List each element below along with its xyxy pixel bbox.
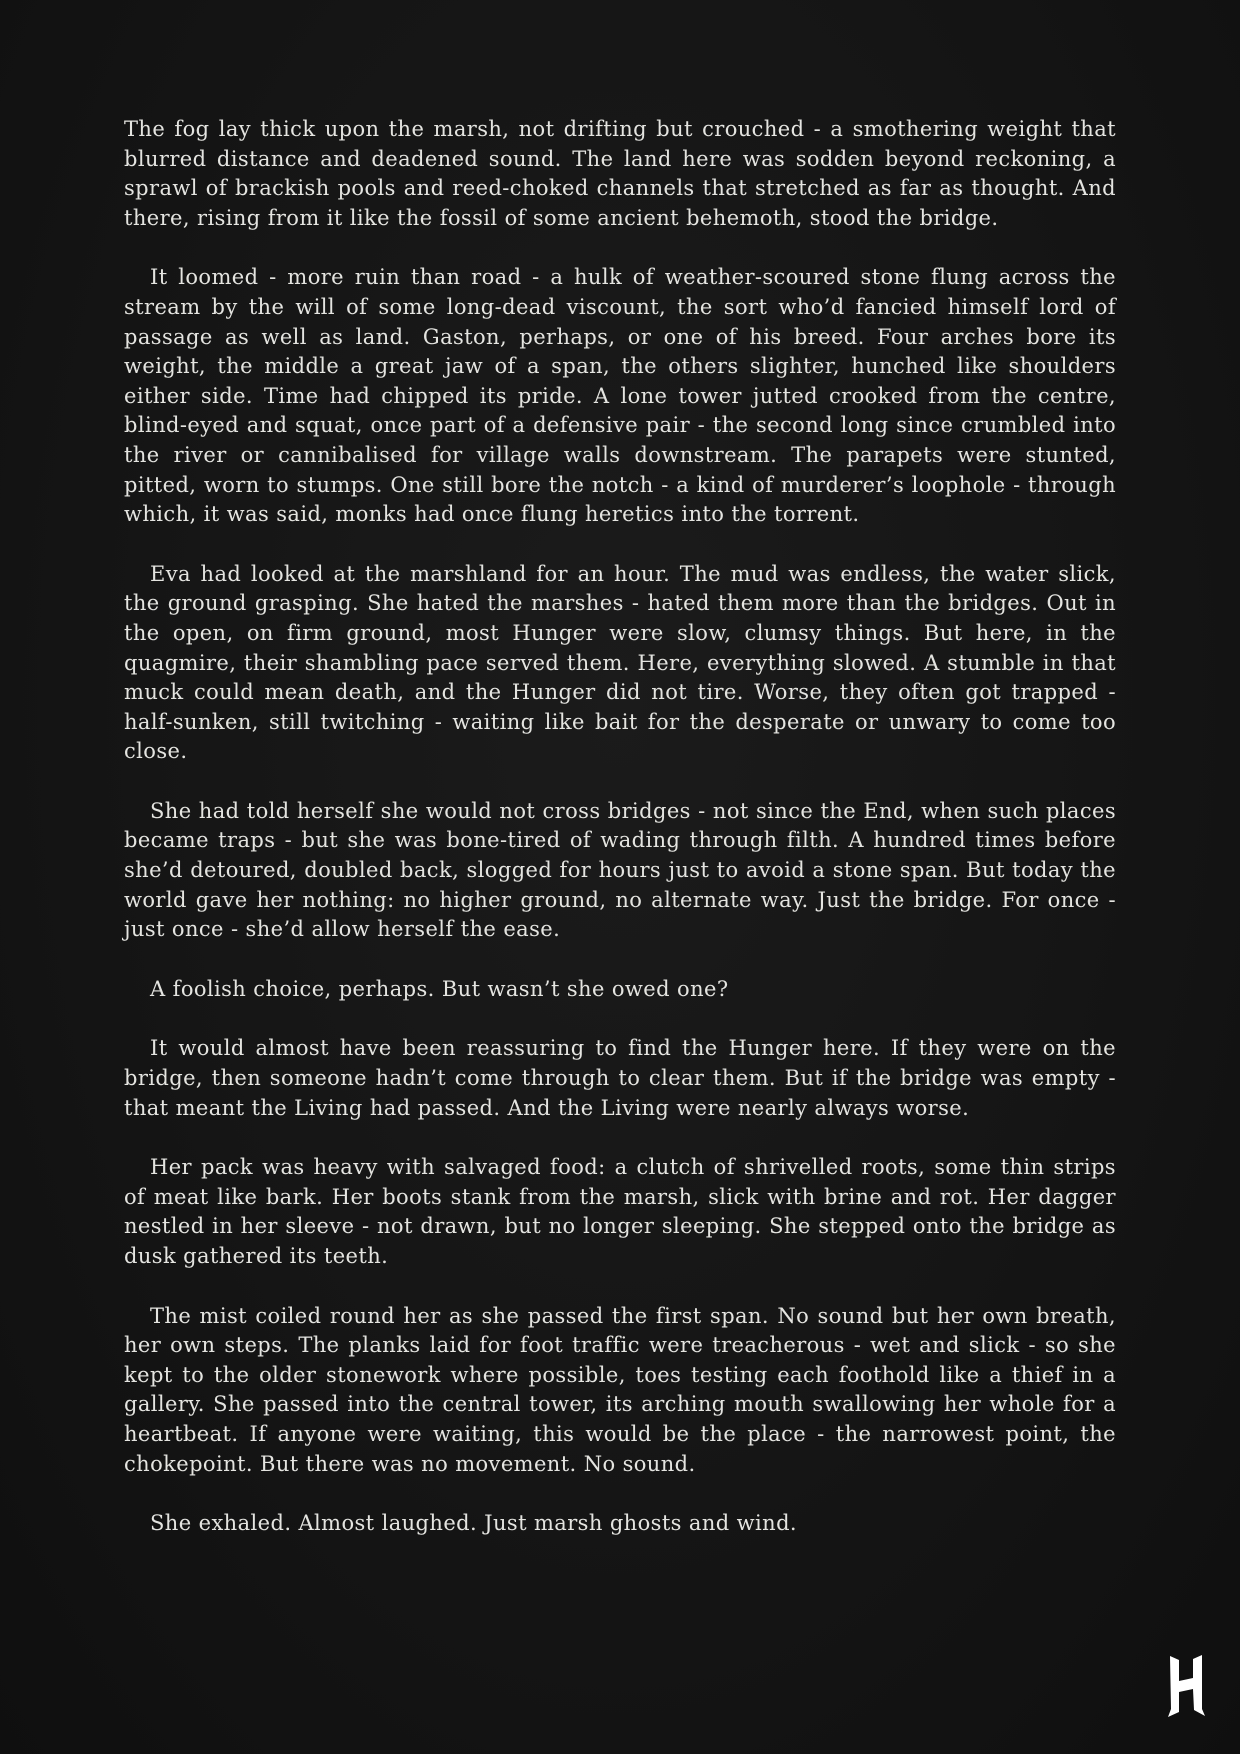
h-monogram-icon <box>1166 1654 1206 1718</box>
paragraph-3: Eva had looked at the marshland for an hour. The mud was endless, the water slick, the ground grasping. She hated the marshes - hated them more than the bridges. Out in the open, on firm ground, most Hunger were slow, clumsy things. But here, in the quagmire, their shambling pace served them. Here, everything slowed. A stumble in that muck could mean death, and the Hunger did not tire. Worse, they often got trapped - half-sunken, still twitching - waiting like bait for the desperate or unwary to come too close. <box>124 561 1116 764</box>
paragraph-1: The fog lay thick upon the marsh, not drifting but crouched - a smothering weight that blurred distance and deadened sound. The land here was sodden beyond reckoning, a sprawl of brackish pools and reed-choked channels that stretched as far as thought. And there, rising from it like the fossil of some ancient behemoth, stood the bridge. <box>124 117 1116 230</box>
paragraph-4: She had told herself she would not cross bridges - not since the End, when such places became traps - but she was bone-tired of wading through filth. A hundred times before she’d detoured, doubled back, slogged for hours just to avoid a stone span. But today the world gave her nothing: no higher ground, no alternate way. Just the bridge. For once - just once - she’d allow herself the ease. <box>124 798 1116 942</box>
story-text <box>124 115 1116 1569</box>
paragraph-5: A foolish choice, perhaps. But wasn’t she owed one? <box>150 976 729 1001</box>
paragraph-2: It loomed - more ruin than road - a hulk of weather-scoured stone flung across the stream by the will of some long-dead viscount, the sort who’d fancied himself lord of passage as well as land. Gaston, perhaps, or one of his breed. Four arches bore its weight, the middle a great jaw of a span, the others slighter, hunched like shoulders either side. Time had chipped its pride. A lone tower jutted crooked from the centre, blind-eyed and squat, once part of a defensive pair - the second long since crumbled into the river or cannibalised for village walls downstream. The parapets were stunted, pitted, worn to stumps. One still bore the notch - a kind of murderer’s loophole - through which, it was said, monks had once flung heretics into the torrent. <box>124 265 1116 527</box>
paragraph-9: She exhaled. Almost laughed. Just marsh ghosts and wind. <box>150 1511 798 1536</box>
paragraph-6: It would almost have been reassuring to find the Hunger here. If they were on the bridge, then someone hadn’t come through to clear them. But if the bridge was empty - that meant the Living had passed. And the Living were nearly always worse. <box>124 1036 1116 1120</box>
paragraph-7: Her pack was heavy with salvaged food: a clutch of shrivelled roots, some thin strips of meat like bark. Her boots stank from the marsh, slick with brine and rot. Her dagger nestled in her sleeve - not drawn, but no longer sleeping. She stepped onto the bridge as dusk gathered its teeth. <box>124 1155 1116 1268</box>
paragraph-8: The mist coiled round her as she passed the first span. No sound but her own breath, her own steps. The planks laid for foot traffic were treacherous - wet and slick - so she kept to the older stonework where possible, toes testing each foothold like a thief in a gallery. She passed into the central tower, its arching mouth swallowing her whole for a heartbeat. If anyone were waiting, this would be the place - the narrowest point, the chokepoint. But there was no movement. No sound. <box>124 1303 1116 1476</box>
